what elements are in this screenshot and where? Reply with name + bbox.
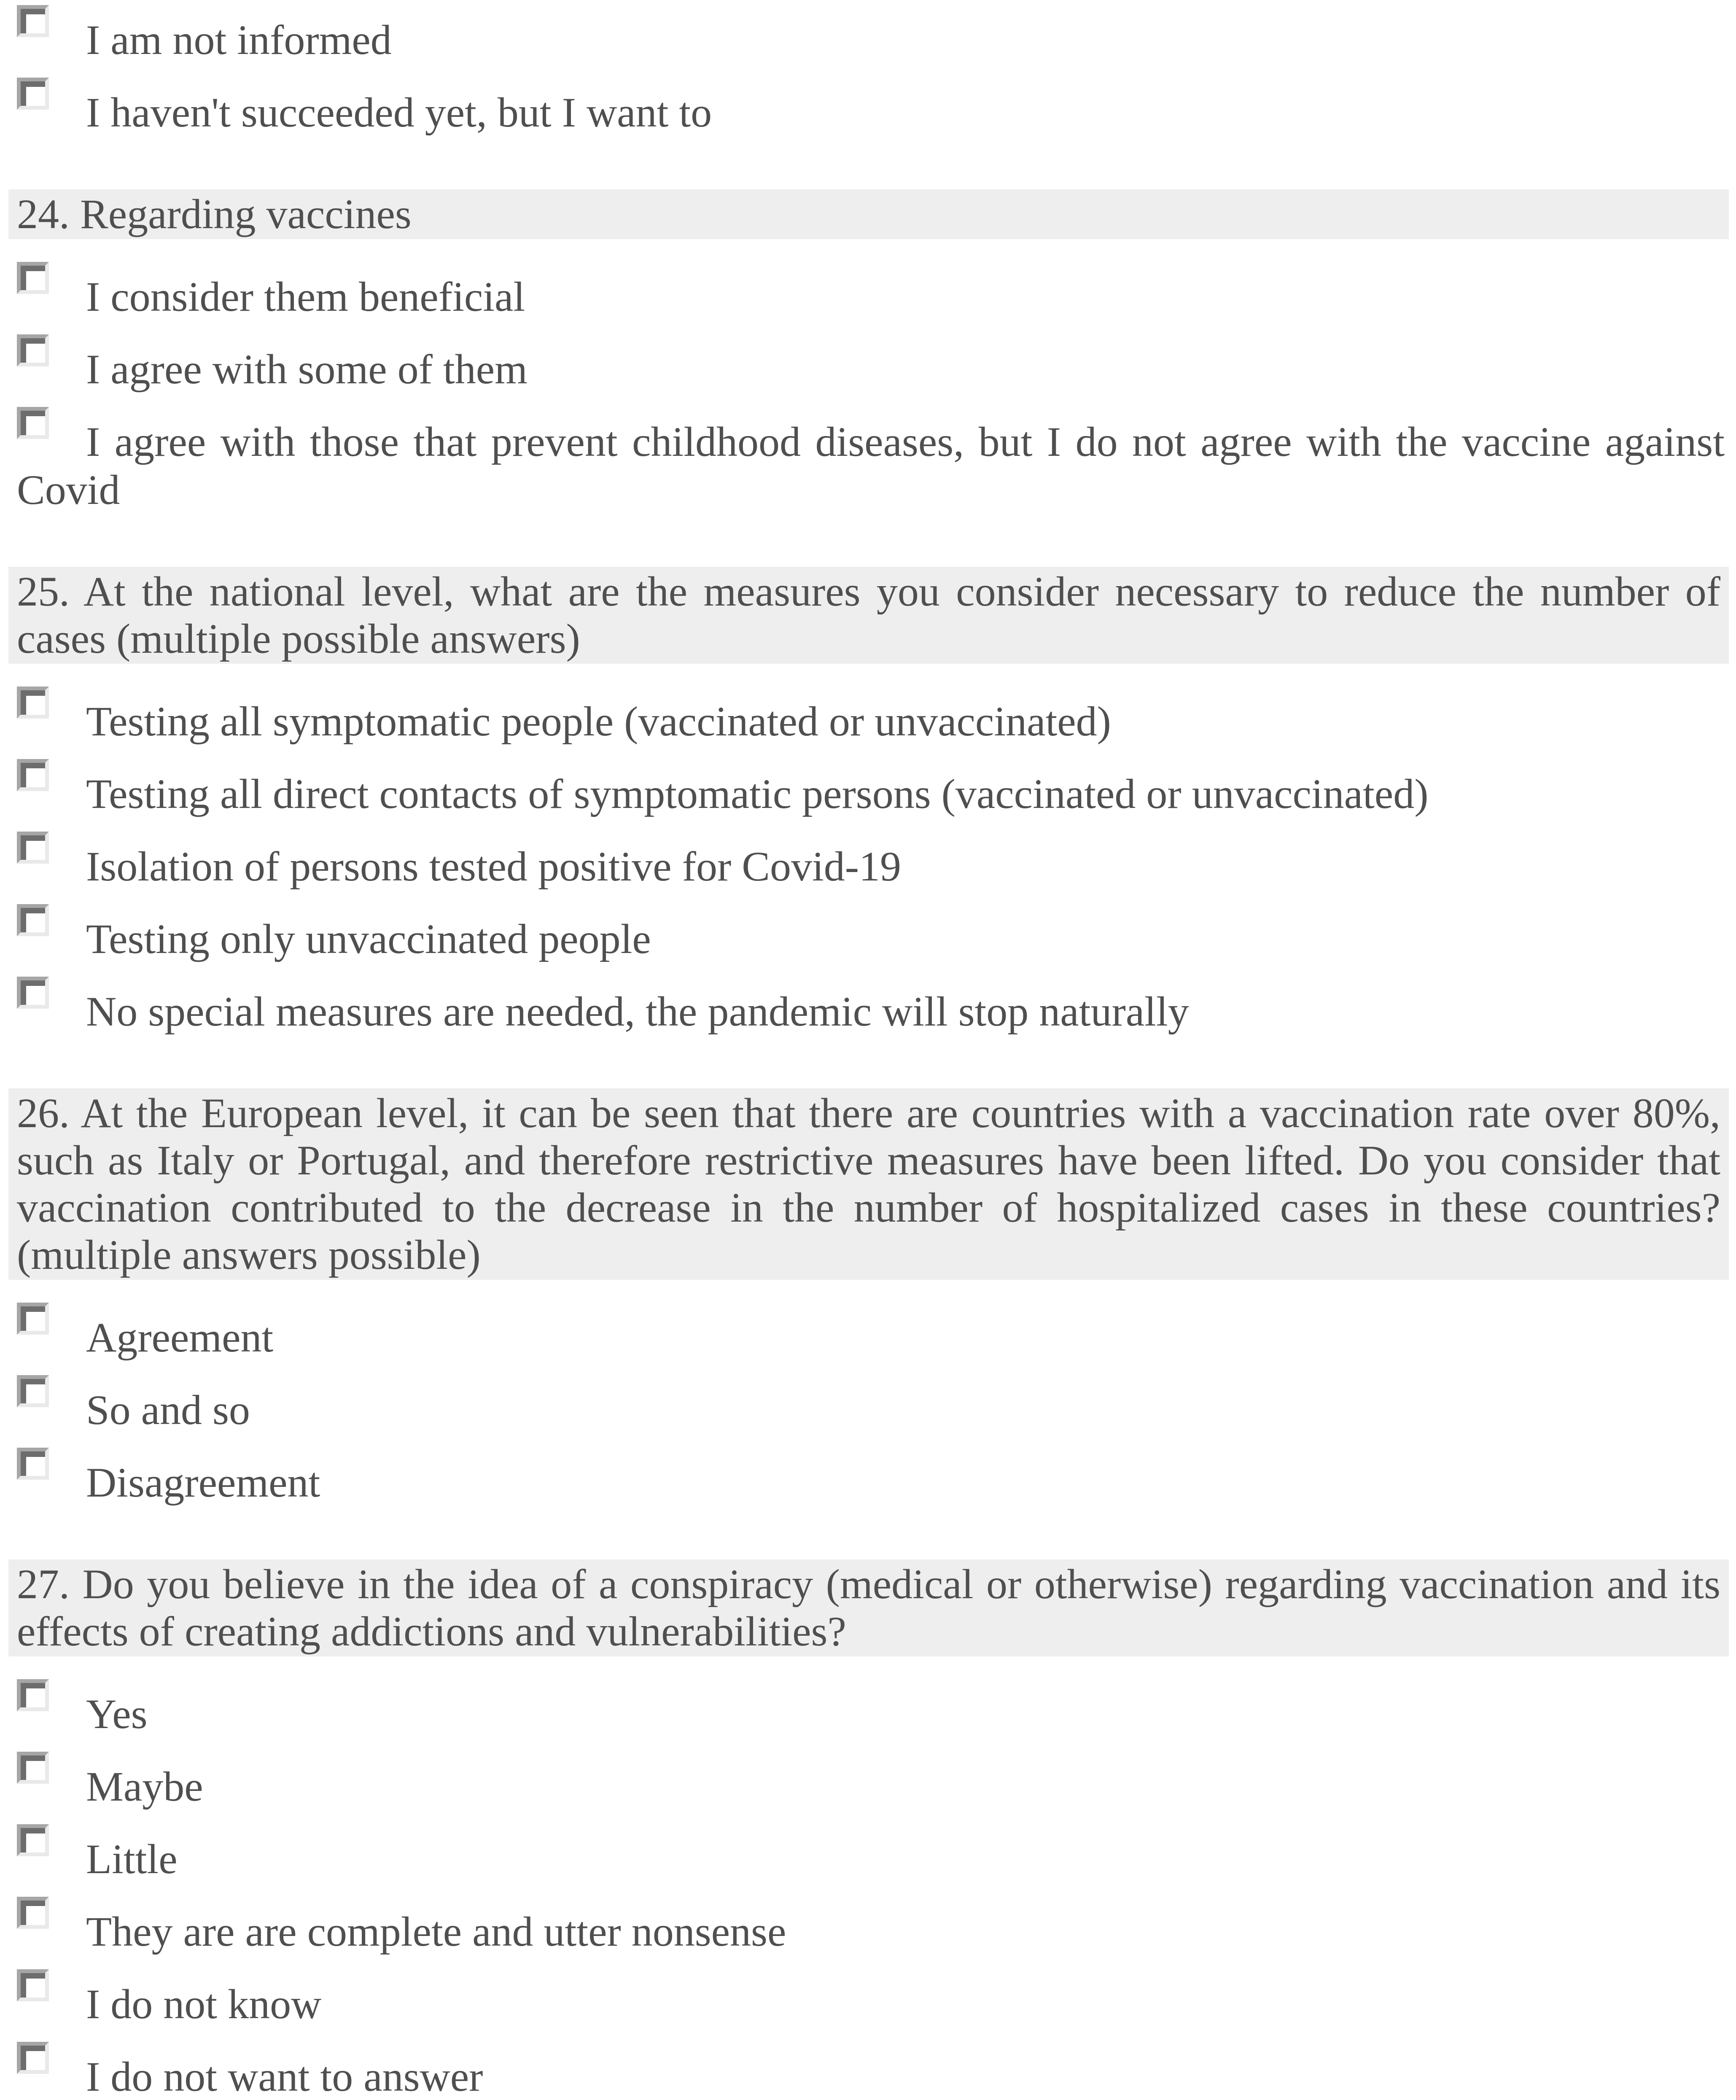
- checkbox[interactable]: [17, 5, 49, 37]
- checkbox[interactable]: [17, 407, 49, 439]
- option-label: I do not know: [86, 1981, 322, 2027]
- checkbox[interactable]: [17, 1679, 49, 1711]
- checkbox[interactable]: [17, 1897, 49, 1929]
- option-row: [17, 988, 1725, 1036]
- checkbox[interactable]: [17, 759, 49, 791]
- option-label: Isolation of persons tested positive for Covid-19: [86, 843, 902, 890]
- option-row: [17, 2053, 1725, 2100]
- option-label: Testing all symptomatic people (vaccinated or unvaccinated): [86, 698, 1111, 745]
- option-label: No special measures are needed, the pandemic will stop naturally: [86, 988, 1189, 1035]
- checkbox[interactable]: [17, 687, 49, 719]
- option-row: [17, 1980, 1725, 2028]
- checkbox[interactable]: [17, 334, 49, 366]
- option-row: [17, 1314, 1725, 1362]
- option-row: [17, 1763, 1725, 1811]
- checkbox[interactable]: [17, 1824, 49, 1856]
- option-label: Disagreement: [86, 1459, 320, 1506]
- question-25-header: [8, 567, 1729, 664]
- checkbox[interactable]: [17, 832, 49, 864]
- question-24-header: [8, 189, 1729, 239]
- option-label: I do not want to answer: [86, 2053, 483, 2100]
- option-row: [17, 273, 1725, 321]
- option-row: [17, 770, 1725, 818]
- option-row: [17, 843, 1725, 891]
- question-27-header: [8, 1559, 1729, 1656]
- option-label: They are are complete and utter nonsense: [86, 1908, 786, 1955]
- question-25-label: 25. At the national level, what are the measures you consider necessary to reduce the number of cases (multiple possible answers): [17, 568, 1720, 662]
- option-row: [17, 16, 1725, 64]
- question-26-header: [8, 1088, 1729, 1280]
- option-label: Yes: [86, 1691, 148, 1737]
- checkbox[interactable]: [17, 2042, 49, 2074]
- option-row: [17, 1386, 1725, 1434]
- option-label: I agree with some of them: [86, 346, 528, 393]
- checkbox[interactable]: [17, 78, 49, 110]
- option-label: Testing all direct contacts of symptomatic persons (vaccinated or unvaccinated): [86, 770, 1429, 817]
- checkbox[interactable]: [17, 1303, 49, 1335]
- option-label: I consider them beneficial: [86, 273, 525, 320]
- option-label: Little: [86, 1836, 178, 1882]
- option-label: I agree with those that prevent childhood diseases, but I do not agree with the vaccine against Covid: [17, 418, 1725, 513]
- checkbox[interactable]: [17, 1375, 49, 1407]
- question-24-label: 24. Regarding vaccines: [17, 191, 412, 237]
- option-row: [17, 418, 1725, 514]
- option-row: [17, 345, 1725, 393]
- option-row: [17, 697, 1725, 746]
- checkbox[interactable]: [17, 1752, 49, 1784]
- option-row: [17, 915, 1725, 963]
- question-26-label: 26. At the European level, it can be seen that there are countries with a vaccination rate over 80%, such as Italy or Portugal, and therefore restrictive measures have been lifted. Do you consider that vaccination contributed to the decrease in the number of hospitalized cases in these countries? (multiple answers possible): [17, 1090, 1720, 1278]
- checkbox[interactable]: [17, 904, 49, 936]
- checkbox[interactable]: [17, 1448, 49, 1480]
- checkbox[interactable]: [17, 1969, 49, 2001]
- option-label: Testing only unvaccinated people: [86, 915, 651, 962]
- option-row: [17, 1690, 1725, 1738]
- checkbox[interactable]: [17, 262, 49, 294]
- option-row: [17, 1908, 1725, 1956]
- checkbox[interactable]: [17, 977, 49, 1009]
- option-label: I haven't succeeded yet, but I want to: [86, 89, 712, 136]
- option-row: [17, 1459, 1725, 1507]
- option-row: [17, 1835, 1725, 1883]
- option-label: Agreement: [86, 1314, 274, 1361]
- option-row: [17, 89, 1725, 137]
- option-label: Maybe: [86, 1763, 203, 1810]
- question-27-label: 27. Do you believe in the idea of a conspiracy (medical or otherwise) regarding vaccination and its effects of creating addictions and vulnerabilities?: [17, 1561, 1720, 1655]
- option-label: I am not informed: [86, 16, 392, 63]
- option-label: So and so: [86, 1387, 250, 1433]
